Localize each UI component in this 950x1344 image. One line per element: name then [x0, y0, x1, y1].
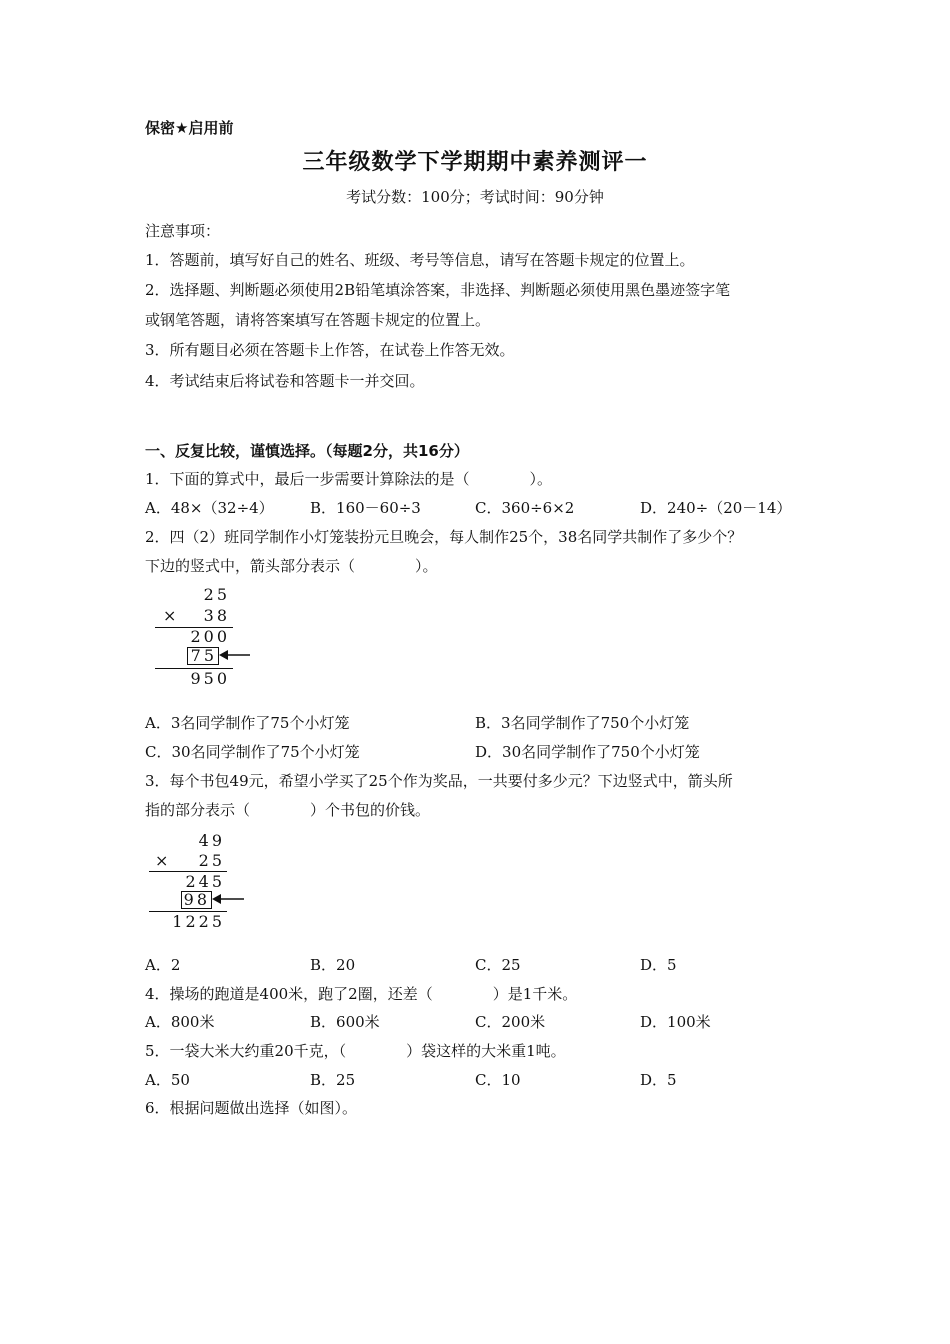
q2-calc-result: 950 [190, 669, 230, 688]
q3-option-c: C．25 [475, 956, 521, 974]
notice-item-4: 4．考试结束后将试卷和答题卡一并交回。 [145, 372, 425, 390]
q3-calc-multiplier: 25 [198, 851, 225, 870]
q3-arrow-icon [212, 892, 245, 906]
q2-stem-line2: 下边的竖式中，箭头部分表示（ ）。 [145, 557, 438, 575]
q3-stem-line2: 指的部分表示（ ）个书包的价钱。 [145, 801, 431, 819]
q2-vertical-multiplication [145, 585, 265, 690]
q4-option-b: B．600米 [310, 1013, 380, 1031]
q1-option-c: C．360÷6×2 [475, 499, 575, 517]
exam-subtitle: 考试分数：100分；考试时间：90分钟 [346, 188, 604, 206]
section-1-heading: 一、反复比较，谨慎选择。（每题2分，共16分） [145, 442, 469, 460]
notice-item-2-cont: 或钢笔答题，请将答案填写在答题卡规定的位置上。 [145, 311, 491, 329]
q3-option-d: D．5 [640, 956, 677, 974]
q5-option-a: A．50 [145, 1071, 190, 1089]
q1-stem: 1．下面的算式中，最后一步需要计算除法的是（ ）。 [145, 470, 553, 488]
q4-option-c: C．200米 [475, 1013, 546, 1031]
q2-calc-multiplier: 38 [203, 606, 230, 625]
q5-stem: 5．一袋大米大约重20千克，（ ）袋这样的大米重1吨。 [145, 1042, 566, 1060]
q2-arrow-icon [219, 648, 251, 662]
q2-calc-times-sign: × [163, 606, 177, 625]
q2-option-a: A．3名同学制作了75个小灯笼 [145, 714, 350, 732]
q2-stem-line1: 2．四（2）班同学制作小灯笼装扮元旦晚会，每人制作25个，38名同学共制作了多少个？ [145, 528, 743, 546]
q3-option-a: A．2 [145, 956, 181, 974]
q3-calc-multiplicand: 49 [198, 831, 225, 850]
q2-option-c: C．30名同学制作了75个小灯笼 [145, 743, 360, 761]
q3-calc-partial-1: 245 [185, 872, 225, 891]
q4-stem: 4．操场的跑道是400米，跑了2圈，还差（ ）是1千米。 [145, 985, 578, 1003]
confidential-label: 保密★启用前 [145, 119, 234, 137]
q5-option-b: B．25 [310, 1071, 356, 1089]
notice-item-3: 3．所有题目必须在答题卡上作答，在试卷上作答无效。 [145, 341, 515, 359]
q4-option-d: D．100米 [640, 1013, 711, 1031]
q3-option-b: B．20 [310, 956, 356, 974]
q3-stem-line1: 3．每个书包49元，希望小学买了25个作为奖品，一共要付多少元？下边竖式中，箭头所 [145, 772, 733, 790]
q3-calc-partial-2: 98 [183, 890, 210, 909]
notice-item-2: 2．选择题、判断题必须使用2B铅笔填涂答案，非选择、判断题必须使用黑色墨迹签字笔 [145, 281, 731, 299]
q6-stem: 6．根据问题做出选择（如图）。 [145, 1099, 358, 1117]
exam-title: 三年级数学下学期期中素养测评一 [302, 150, 648, 175]
notice-item-1: 1．答题前，填写好自己的姓名、班级、考号等信息，请写在答题卡规定的位置上。 [145, 251, 695, 269]
q2-calc-multiplicand: 25 [203, 585, 230, 604]
q3-calc-times-sign: × [155, 851, 169, 870]
q4-option-a: A．800米 [145, 1013, 215, 1031]
q2-calc-partial-2: 75 [190, 646, 217, 665]
notice-heading: 注意事项： [145, 222, 221, 240]
q2-option-b: B．3名同学制作了750个小灯笼 [475, 714, 690, 732]
q1-option-a: A．48×（32÷4） [145, 499, 274, 517]
q3-vertical-multiplication [145, 831, 265, 936]
q5-option-d: D．5 [640, 1071, 677, 1089]
q1-option-b: B．160－60÷3 [310, 499, 421, 517]
q5-option-c: C．10 [475, 1071, 521, 1089]
q2-option-d: D．30名同学制作了750个小灯笼 [475, 743, 700, 761]
q1-option-d: D．240÷（20－14） [640, 499, 792, 517]
q2-calc-partial-1: 200 [190, 627, 230, 646]
q3-calc-result: 1225 [172, 912, 225, 931]
